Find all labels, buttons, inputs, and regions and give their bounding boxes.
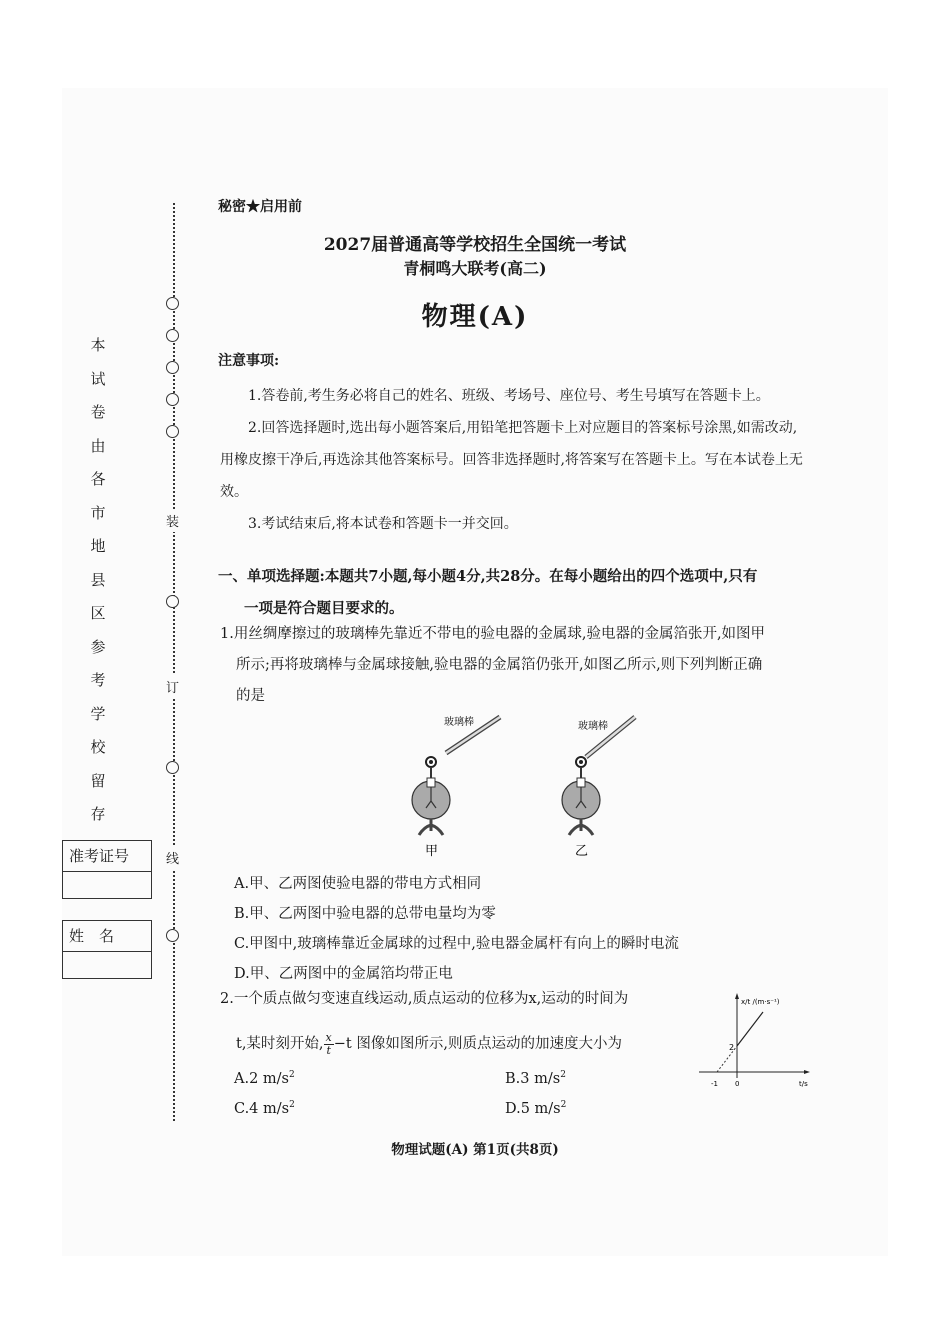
q2-option-a: A.2 $m/s^2$ xyxy=(234,1070,295,1087)
q1-option-b: B.甲、乙两图中验电器的总带电量均为零 xyxy=(234,906,496,922)
electroscope-right xyxy=(562,717,635,859)
name-box[interactable] xyxy=(62,920,152,979)
q2-text-post: −t 图像如图所示,则质点运动的加速度大小为 xyxy=(333,1036,622,1052)
binding-hole xyxy=(166,425,179,438)
side-char: 地 xyxy=(90,537,106,555)
binding-hole xyxy=(166,361,179,374)
side-char: 市 xyxy=(90,503,106,522)
q1-option-c: C.甲图中,玻璃棒靠近金属球的过程中,验电器金属杆有向上的瞬时电流 xyxy=(234,936,679,952)
exam-number-field[interactable] xyxy=(63,872,151,898)
name-label: 姓 名 xyxy=(63,921,151,952)
q2-option-c: C.4 $m/s^2$ xyxy=(234,1100,295,1117)
figure-label-yi: 乙 xyxy=(575,844,589,859)
notice-2: 2.回答选择题时,选出每小题答案后,用铅笔把答题卡上对应题目的答案标号涂黑,如需改动,用橡皮擦干净后,再选涂其他答案标号。回答非选择题时,将答案写在答题卡上。写在本试卷上无效。 xyxy=(220,420,803,500)
section-heading xyxy=(218,561,808,625)
binding-label-zhuang: 装 xyxy=(166,509,179,532)
graph-xlabel: t/s xyxy=(799,1080,808,1088)
section-line: 一、单项选择题:本题共7小题,每小题4分,共28分。在每小题给出的四个选项中,只有 xyxy=(218,568,758,585)
binding-label-xian: 线 xyxy=(166,846,179,869)
side-note xyxy=(88,334,108,837)
question-1-line: 1.用丝绸摩擦过的玻璃棒先靠近不带电的验电器的金属球,验电器的金属箔张开,如图甲 xyxy=(220,626,766,642)
name-field[interactable] xyxy=(63,952,151,978)
notice-heading: 注意事项: xyxy=(218,353,280,369)
q2-option-d: D.5 $m/s^2$ xyxy=(505,1100,567,1117)
question-1 xyxy=(220,619,780,712)
side-char: 县 xyxy=(90,570,106,589)
side-char: 卷 xyxy=(90,403,106,421)
side-char: 学 xyxy=(90,704,106,723)
graph-origin: 0 xyxy=(735,1080,740,1088)
graph-ylabel: x/t /(m·s⁻¹) xyxy=(741,998,780,1006)
graph-y-intercept: 2 xyxy=(729,1043,735,1052)
binding-hole xyxy=(166,595,179,608)
secret-mark: 秘密★启用前 xyxy=(218,199,302,215)
q2-option-b: B.3 $m/s^2$ xyxy=(505,1070,566,1087)
side-char: 存 xyxy=(90,805,106,823)
notice-3: 3.考试结束后,将本试卷和答题卡一并交回。 xyxy=(248,516,518,532)
q1-option-d: D.甲、乙两图中的金属箔均带正电 xyxy=(234,966,453,982)
fraction-denominator: t xyxy=(326,1043,331,1057)
electroscope-left xyxy=(412,715,500,859)
side-char: 参 xyxy=(90,637,106,656)
electroscope-figure xyxy=(400,705,660,860)
binding-hole xyxy=(166,761,179,774)
question-2-line xyxy=(220,1023,690,1065)
side-char: 留 xyxy=(90,771,106,790)
side-char: 各 xyxy=(90,470,106,488)
side-char: 由 xyxy=(90,436,106,455)
side-char: 考 xyxy=(90,671,106,689)
q2-fraction xyxy=(324,1032,334,1057)
question-2 xyxy=(220,985,690,1065)
figure-label-jia: 甲 xyxy=(425,844,439,859)
side-char: 本 xyxy=(90,336,106,354)
binding-label-ding: 订 xyxy=(166,675,179,698)
subject-title: 物理(A) xyxy=(421,302,529,332)
side-char: 校 xyxy=(90,738,106,756)
q2-text-pre: t,某时刻开始, xyxy=(236,1036,324,1052)
exam-number-label: 准考证号 xyxy=(63,841,151,872)
page-footer: 物理试题(A) 第1页(共8页) xyxy=(391,1142,559,1158)
binding-hole xyxy=(166,393,179,406)
section-line: 一项是符合题目要求的。 xyxy=(244,600,404,617)
xt-graph xyxy=(695,990,815,1090)
rod-label-right: 玻璃棒 xyxy=(578,721,608,732)
question-1-line: 的是 xyxy=(236,688,265,704)
exam-title: 2027届普通高等学校招生全国统一考试 xyxy=(323,235,627,255)
q1-option-a: A.甲、乙两图使验电器的带电方式相同 xyxy=(234,876,482,892)
question-2-line: 2.一个质点做匀变速直线运动,质点运动的位移为x,运动的时间为 xyxy=(220,991,629,1007)
notice-1: 1.答卷前,考生务必将自己的姓名、班级、考场号、座位号、考生号填写在答题卡上。 xyxy=(248,388,770,404)
side-char: 试 xyxy=(90,369,106,388)
exam-subtitle: 青桐鸣大联考(高二) xyxy=(403,259,547,278)
side-char: 区 xyxy=(90,604,106,622)
rod-label-left: 玻璃棒 xyxy=(444,717,474,728)
fraction-numerator: x xyxy=(325,1030,332,1044)
exam-number-box[interactable] xyxy=(62,840,152,899)
question-1-line: 所示;再将玻璃棒与金属球接触,验电器的金属箔仍张开,如图乙所示,则下列判断正确 xyxy=(236,657,763,673)
binding-hole xyxy=(166,929,179,942)
graph-x-tick: -1 xyxy=(711,1080,718,1088)
